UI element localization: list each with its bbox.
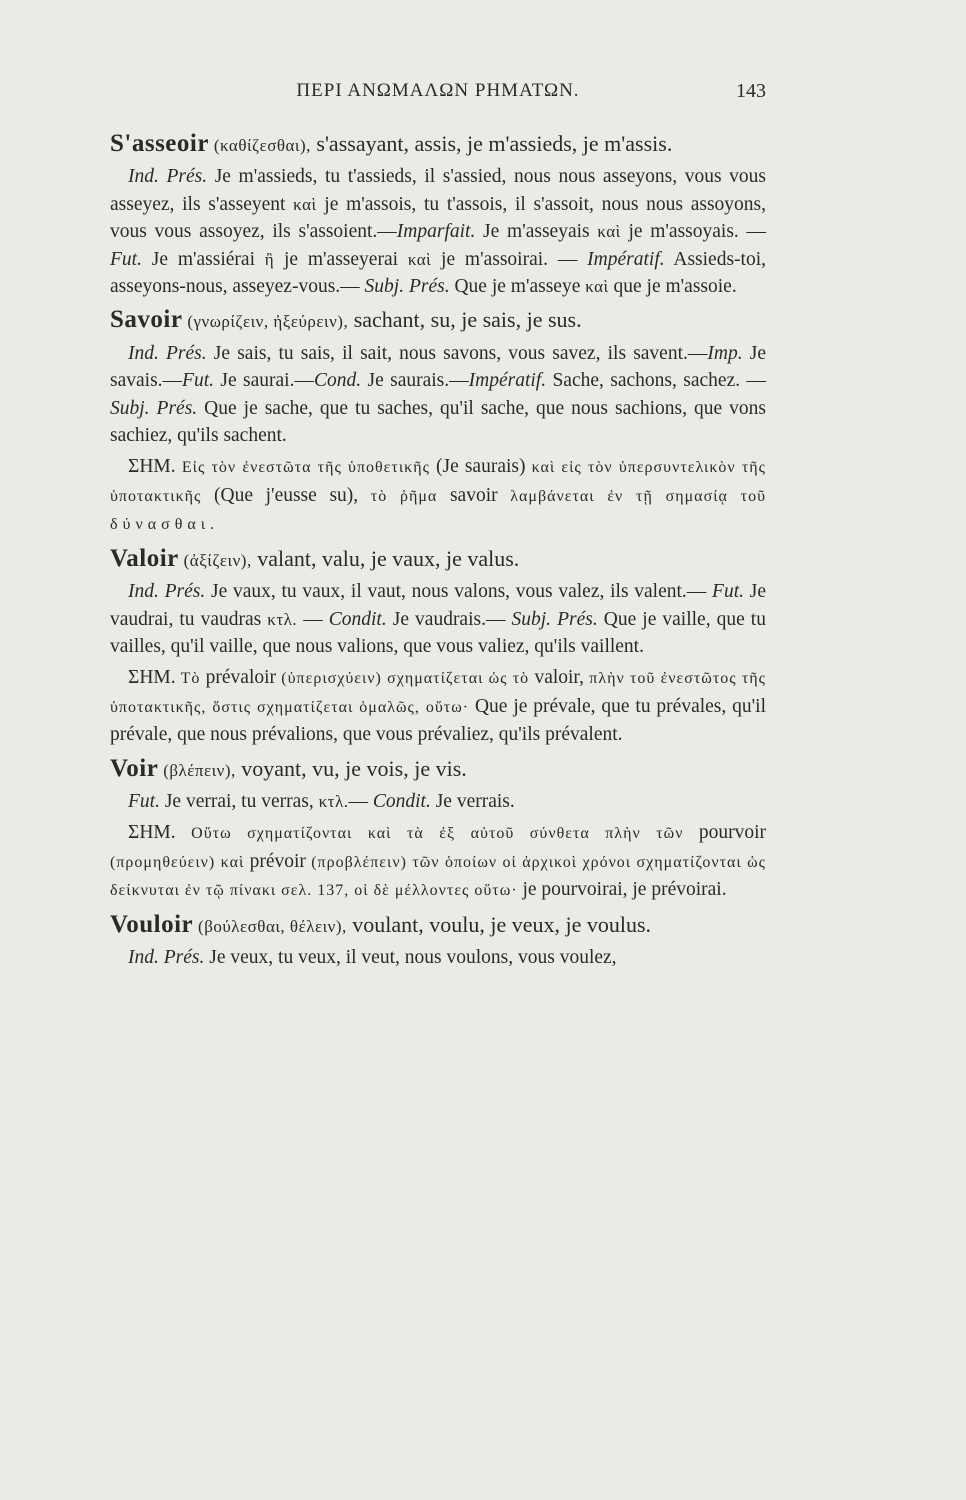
greek-gloss: (καθίζεσθαι),: [213, 136, 311, 155]
tense-label: Impératif.: [468, 370, 547, 392]
greek-text: καὶ εἰς τὸν ὑπερσυντελικὸν τῆς ὑποτακτικῆς: [110, 459, 766, 505]
tense-label: Ind. Prés.: [128, 342, 207, 364]
conjugation-text: je m'assoyais. —: [620, 221, 767, 243]
entry-valoir: [110, 545, 766, 574]
note-paragraph: [110, 453, 766, 538]
tense-label: Fut.: [712, 581, 745, 603]
tense-label: Ind. Prés.: [128, 581, 206, 603]
greek-word: κτλ.: [318, 791, 349, 811]
greek-gloss: (βούλεσθαι, θέλειν),: [198, 916, 347, 936]
tense-label: Cond.: [313, 370, 362, 392]
tense-label: Subj. Prés.: [110, 397, 198, 419]
conjugation-paragraph: [110, 340, 766, 450]
conjugation-paragraph: [110, 578, 766, 660]
entry-savoir: [110, 306, 766, 335]
principal-parts: valant, valu, je vaux, je valus.: [251, 545, 520, 571]
tense-label: Impératif.: [587, 248, 665, 270]
french-text: prévaloir: [205, 667, 277, 689]
headword: Vouloir: [110, 910, 194, 938]
french-text: Que je prévale, que tu prévales, qu'il prévale, que nous prévalions, que vous prévaliez, qu'ils prévalent.: [110, 695, 766, 746]
conjugation-text: Je saurais.—: [361, 370, 469, 392]
conjugation-paragraph: [110, 163, 766, 300]
conjugation-text: Je sais, tu sais, il sait, nous savons, vous savez, ils savent.—: [206, 342, 708, 364]
conjugation-paragraph: [110, 788, 766, 815]
greek-text: δύνασθαι.: [110, 516, 220, 534]
conjugation-text: Je m'asseyais: [475, 221, 598, 243]
page-number: 143: [736, 80, 766, 102]
greek-text: (προβλέπειν) τῶν ὁποίων οἱ ἀρχικοὶ χρόνοι σχηματίζονται ὡς δείκνυται ἐν τῷ πίνακι σελ. 137, οἱ δὲ μέλλοντες οὕτω·: [110, 853, 767, 900]
french-text: je pourvoirai, je prévoirai.: [517, 879, 727, 901]
note-paragraph: [110, 819, 766, 904]
conjugation-text: Je m'assiérai: [141, 248, 265, 270]
french-text: valoir,: [534, 667, 585, 689]
greek-text: λαμβάνεται ἐν τῇ σημασίᾳ τοῦ: [510, 487, 766, 505]
french-text: (Je saurais): [429, 456, 532, 478]
conjugation-text: Je verrais.: [430, 790, 515, 812]
conjugation-text: —: [297, 608, 329, 630]
conjugation-text: Je saurai.—: [214, 370, 314, 392]
conjugation-text: Je m'assieds, tu t'assieds, il s'assied, nous nous asseyons, vous vous asseyez, ils s'asseyent: [110, 166, 766, 215]
greek-gloss: (γνωρίζειν, ἠξεύρειν),: [187, 312, 349, 332]
tense-label: Fut.: [110, 248, 142, 270]
greek-gloss: (ἀξίζειν),: [183, 550, 252, 570]
headword: S'asseoir: [110, 130, 209, 157]
headword: Valoir: [110, 544, 179, 572]
conjugation-text: Que je sache, que tu saches, qu'il sache, que nous sachions, que vons sachiez, qu'ils sachent.: [110, 397, 767, 447]
greek-gloss: (βλέπειν),: [163, 760, 236, 780]
tense-label: Fut.: [182, 370, 214, 392]
greek-text: (προμηθεύειν) καὶ: [110, 853, 245, 871]
conjugation-text: Je vaudrai, tu vaudras: [110, 581, 767, 630]
conjugation-text: Je verrai, tu verras,: [159, 790, 319, 812]
principal-parts: voyant, vu, je vois, je vis.: [235, 755, 467, 781]
greek-text: Εἰς τὸν ἐνεστῶτα τῆς ὑποθετικῆς: [175, 459, 430, 477]
entry-vouloir: [110, 911, 766, 940]
french-text: (Que j'eusse su),: [201, 484, 371, 506]
conjugation-text: —: [348, 790, 373, 812]
tense-label: Fut.: [128, 790, 160, 812]
conjugation-text: je m'asseyerai: [274, 248, 408, 270]
french-text: savoir: [437, 484, 511, 506]
note-label: ΣΗΜ.: [128, 456, 176, 478]
conjugation-text: Je savais.—: [110, 342, 766, 392]
entry-sasseoir: [110, 130, 766, 159]
running-head: ΠΕΡΙ ΑΝΩΜΑΛΩΝ ΡΗΜΑΤΩΝ.: [296, 80, 580, 101]
conjugation-text: je m'assoirai. —: [431, 248, 588, 270]
principal-parts: s'assayant, assis, je m'assieds, je m'assis.: [310, 131, 673, 156]
greek-text: Τὸ: [175, 670, 206, 688]
conjugation-text: Je vaux, tu vaux, il vaut, nous valons, vous valez, ils valent.—: [205, 581, 713, 603]
greek-text: πλὴν τοῦ ἐνεστῶτος τῆς ὑποτακτικῆς, ὅστις σχηματίζεται ὁμαλῶς, οὕτω·: [110, 670, 766, 716]
entry-voir: [110, 755, 766, 784]
principal-parts: sachant, su, je sais, je sus.: [348, 307, 582, 333]
greek-word: καὶ: [407, 249, 432, 269]
greek-text: Οὕτω σχηματίζονται καὶ τὰ ἐξ αὐτοῦ σύνθετα πλὴν τῶν: [175, 825, 684, 843]
note-paragraph: [110, 664, 766, 748]
page-body: [110, 130, 766, 971]
tense-label: Imp.: [707, 342, 743, 364]
conjugation-paragraph: [110, 944, 766, 971]
conjugation-text: Que je m'asseye: [449, 276, 586, 298]
conjugation-text: Je vaudrais.—: [386, 608, 512, 630]
note-label: ΣΗΜ.: [128, 822, 176, 844]
conjugation-text: je m'assois, tu t'assois, il s'assoit, nous nous assoyons, vous vous assoyez, ils s'assoient.—: [110, 193, 767, 243]
greek-text: τὸ ῥῆμα: [370, 487, 438, 505]
tense-label: Ind. Prés.: [128, 946, 205, 968]
tense-label: Condit.: [372, 790, 431, 812]
tense-label: Condit.: [328, 608, 387, 630]
conjugation-text: que je m'assoie.: [608, 276, 737, 298]
conjugation-text: Que je vaille, que tu vailles, qu'il vaille, que nous valions, que vous valiez, qu'ils vaillent.: [110, 608, 766, 657]
tense-label: Imparfait.: [396, 221, 476, 243]
french-text: pourvoir: [683, 822, 766, 844]
greek-text: (ὑπερισχύειν) σχηματίζεται ὡς τὸ: [276, 670, 535, 688]
greek-word: καὶ: [585, 277, 609, 297]
greek-word: κτλ.: [267, 609, 298, 629]
page-header: [110, 80, 766, 110]
principal-parts: voulant, voulu, je veux, je voulus.: [346, 911, 652, 937]
note-label: ΣΗΜ.: [128, 667, 176, 689]
headword: Savoir: [110, 306, 183, 334]
tense-label: Subj. Prés.: [511, 608, 598, 630]
greek-word: καὶ: [293, 194, 317, 214]
greek-word: ἢ: [264, 249, 275, 269]
conjugation-text: Assieds-toi, asseyons-nous, asseyez-vous.—: [110, 248, 766, 298]
tense-label: Subj. Prés.: [364, 276, 450, 298]
headword: Voir: [110, 754, 159, 782]
conjugation-text: Sache, sachons, sachez. —: [546, 370, 766, 392]
conjugation-text: Je veux, tu veux, il veut, nous voulons, vous voulez,: [204, 946, 617, 968]
greek-word: καὶ: [597, 222, 621, 242]
tense-label: Ind. Prés.: [128, 166, 208, 188]
french-text: prévoir: [244, 850, 312, 872]
